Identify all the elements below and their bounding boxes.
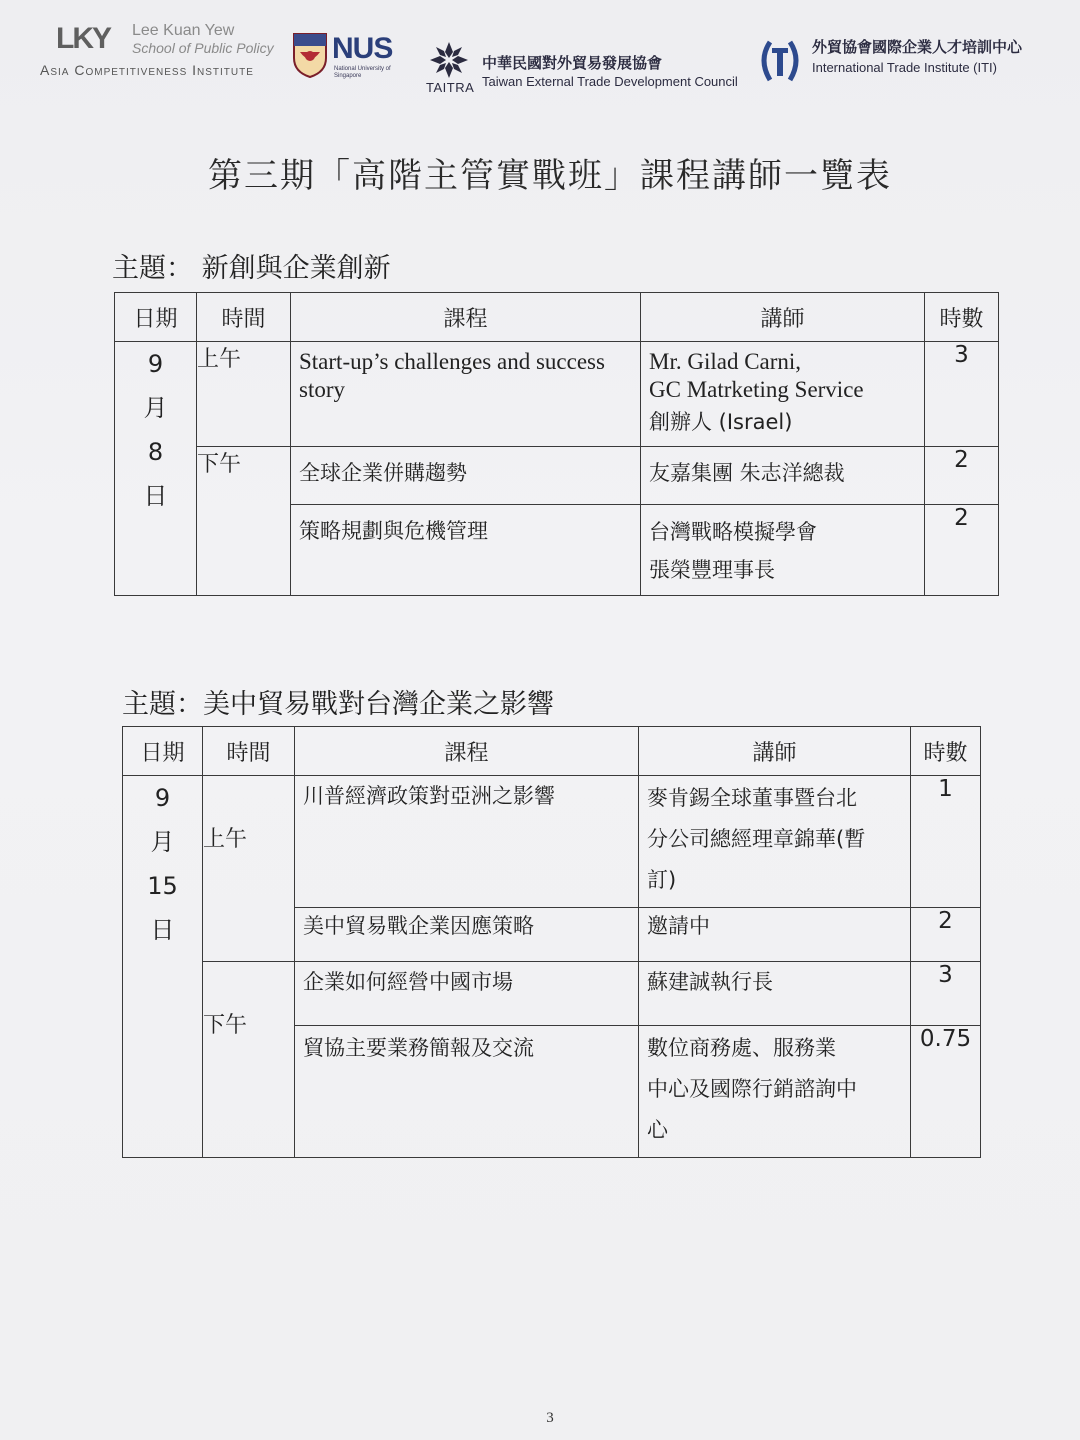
date-cell — [123, 776, 203, 1158]
table-header-row — [115, 293, 999, 342]
time-morning: 上午 — [197, 342, 291, 447]
date-line: 日 — [143, 482, 168, 510]
header-course: 課程 — [295, 727, 639, 776]
instructor-cell — [639, 776, 911, 908]
taitra-flower-icon — [428, 40, 470, 80]
table-row — [115, 447, 999, 505]
date-line: 9 — [154, 784, 171, 812]
date-line: 日 — [150, 916, 175, 944]
hours-cell: 1 — [911, 776, 981, 908]
instructor-line: Mr. Gilad Carni, — [649, 349, 802, 374]
section-theme: 主題：美中貿易戰對台灣企業之影響 — [122, 689, 554, 720]
table-row — [123, 776, 981, 908]
course-cell — [291, 342, 641, 447]
header-date: 日期 — [123, 727, 203, 776]
taitra-logo — [426, 40, 756, 100]
course-cell — [295, 908, 639, 962]
header-instructor: 講師 — [641, 293, 925, 342]
instructor-line: 友嘉集團 朱志洋總裁 — [649, 461, 845, 485]
instructor-line: 心 — [647, 1118, 668, 1142]
iti-name-en: International Trade Institute (ITI) — [812, 60, 997, 75]
lky-name: Lee Kuan Yew — [132, 22, 235, 39]
course-name: 企業如何經營中國市場 — [303, 970, 513, 994]
lky-mark: LKY — [56, 22, 110, 55]
iti-logo — [756, 34, 1066, 94]
course-name: 全球企業併購趨勢 — [299, 461, 467, 485]
instructor-line: 蘇建誠執行長 — [647, 970, 773, 994]
nus-subtitle: National University of Singapore — [334, 66, 391, 79]
header-instructor: 講師 — [639, 727, 911, 776]
instructor-cell — [641, 342, 925, 447]
date-line: 15 — [147, 872, 178, 900]
instructor-line: GC Matrketing Service — [649, 377, 864, 402]
table-header-row — [123, 727, 981, 776]
taitra-name-zh: 中華民國對外貿易發展協會 — [482, 54, 663, 72]
instructor-cell — [639, 1026, 911, 1158]
nus-crest-icon — [292, 32, 328, 78]
iti-mark-icon — [756, 38, 804, 84]
header-course: 課程 — [291, 293, 641, 342]
instructor-line: 台灣戰略模擬學會 — [649, 520, 817, 544]
taitra-name-en: Taiwan External Trade Development Council — [482, 74, 738, 89]
course-cell — [291, 505, 641, 596]
date-line: 月 — [150, 828, 175, 856]
date-line: 8 — [147, 438, 164, 466]
page-number: 3 — [546, 1410, 554, 1426]
instructor-cell — [639, 908, 911, 962]
header-hours: 時數 — [925, 293, 999, 342]
course-cell — [295, 962, 639, 1026]
course-cell — [295, 1026, 639, 1158]
course-name: 策略規劃與危機管理 — [299, 519, 488, 543]
header-time: 時間 — [203, 727, 295, 776]
schedule-table — [122, 726, 981, 1158]
instructor-line: 數位商務處、服務業 — [647, 1036, 836, 1060]
instructor-cell — [641, 505, 925, 596]
lky-institute: Asia Competitiveness Institute — [40, 62, 254, 78]
time-afternoon: 下午 — [203, 962, 295, 1158]
hours-cell: 2 — [911, 908, 981, 962]
lky-school: School of Public Policy — [132, 40, 274, 56]
instructor-line: 中心及國際行銷諮詢中 — [647, 1077, 857, 1101]
instructor-line: 分公司總經理章錦華(暫 — [647, 827, 866, 851]
hours-cell: 0.75 — [911, 1026, 981, 1158]
date-cell — [115, 342, 197, 596]
course-name: 貿協主要業務簡報及交流 — [303, 1036, 534, 1060]
date-line: 月 — [143, 394, 168, 422]
course-name: 美中貿易戰企業因應策略 — [303, 914, 534, 938]
instructor-cell — [641, 447, 925, 505]
document-title: 第三期「高階主管實戰班」課程講師一覽表 — [208, 156, 892, 196]
instructor-line: 訂) — [647, 868, 677, 892]
header-hours: 時數 — [911, 727, 981, 776]
instructor-cell — [639, 962, 911, 1026]
lky-logo — [40, 18, 274, 88]
date-line: 9 — [147, 350, 164, 378]
instructor-line: 邀請中 — [647, 914, 710, 938]
taitra-abbr: TAITRA — [426, 80, 475, 95]
table-row — [123, 962, 981, 1026]
time-morning: 上午 — [203, 776, 295, 962]
hours-cell: 2 — [925, 505, 999, 596]
section-theme: 主題： 新創與企業創新 — [112, 253, 391, 284]
schedule-table — [114, 292, 999, 596]
course-cell — [291, 447, 641, 505]
logo-bar — [40, 14, 1060, 104]
hours-cell: 3 — [911, 962, 981, 1026]
instructor-line: 張榮豐理事長 — [649, 558, 775, 582]
table-row — [115, 342, 999, 447]
instructor-line: 麥肯錫全球董事暨台北 — [647, 786, 857, 810]
time-afternoon: 下午 — [197, 447, 291, 596]
course-name: Start-up’s challenges and success story — [299, 349, 605, 402]
instructor-line: 創辦人 (Israel) — [649, 410, 793, 434]
course-cell — [295, 776, 639, 908]
header-time: 時間 — [197, 293, 291, 342]
course-name: 川普經濟政策對亞洲之影響 — [303, 784, 555, 808]
iti-name-zh: 外貿協會國際企業人才培訓中心 — [812, 38, 1023, 56]
hours-cell: 3 — [925, 342, 999, 447]
hours-cell: 2 — [925, 447, 999, 505]
header-date: 日期 — [115, 293, 197, 342]
nus-name: NUS — [332, 32, 393, 65]
nus-logo — [292, 32, 412, 88]
